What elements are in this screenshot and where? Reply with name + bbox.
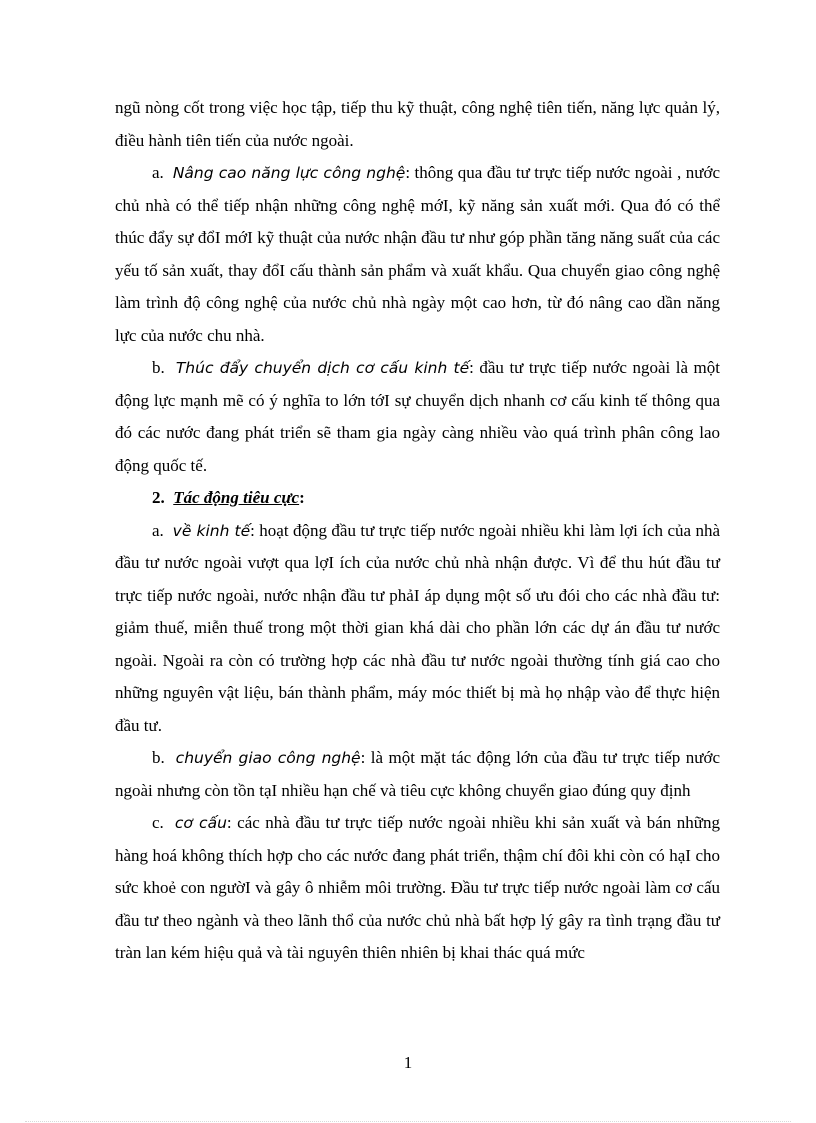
item-b-text: : đầu tư trực tiếp nước ngoài là một động lực mạnh mẽ có ý nghĩa to lớn tớI sự chuyển dịch nhanh cơ cấu kinh tế thông qua đó các nước đang phát triển sẽ tham gia ngày càng nhiều vào quá trình phân công lao động quốc tế.	[115, 358, 721, 475]
neg-b-title: chuyển giao công nghệ	[175, 749, 361, 767]
section-2-title: Tác động tiêu cực	[173, 488, 300, 507]
section-2-heading	[115, 482, 720, 515]
neg-c-text: : các nhà đầu tư trực tiếp nước ngoài nhiều khi sản xuất và bán những hàng hoá không thích hợp cho các nước đang phát triển, thậm chí đôi khi còn có hạI cho sức khoẻ con ngườI và gây ô nhiễm môi trường. Đầu tư trực tiếp nước ngoài làm cơ cấu đầu tư theo ngành và theo lãnh thổ của nước chủ nhà bất hợp lý gây ra tình trạng đầu tư tràn lan kém hiệu quả và tài nguyên thiên nhiên bị khai thác quá mức	[115, 813, 720, 962]
neg-a-title: về kinh tế	[172, 521, 251, 540]
neg-a-text: : hoạt động đầu tư trực tiếp nước ngoài nhiều khi làm lợi ích của nhà đầu tư nước ngoài vượt qua lợI ích của nước chủ nhà nhận được. Vì để thu hút đầu tư trực tiếp nước ngoài, nước nhận đầu tư phảI áp dụng một số ưu đói cho các nhà đầu tư: giảm thuế, miễn thuế trong một thời gian khá dài cho phần lớn các dự án đầu tư nước ngoài. Ngoài ra còn có trường hợp các nhà đầu tư nước ngoài thường tính giá cao cho những nguyên vật liệu, bán thành phẩm, máy móc thiết bị mà họ nhập vào để thực hiện đầu tư.	[115, 520, 721, 735]
item-a-marker: a.	[152, 163, 164, 182]
item-b-paragraph	[115, 352, 720, 482]
neg-b-paragraph	[115, 742, 720, 807]
page-bottom-divider	[25, 1121, 791, 1122]
neg-c-title: cơ cấu	[174, 814, 227, 832]
item-a-paragraph	[115, 157, 720, 352]
neg-a-paragraph	[115, 515, 720, 743]
neg-a-marker: a.	[152, 520, 164, 540]
neg-c-paragraph	[115, 807, 720, 970]
page-number: 1	[403, 1053, 413, 1072]
document-body	[115, 92, 720, 970]
section-2-colon: :	[299, 488, 305, 507]
item-a-title: Nâng cao năng lực công nghệ	[172, 164, 406, 182]
section-2-number: 2.	[152, 488, 165, 507]
intro-paragraph: ngũ nòng cốt trong việc học tập, tiếp thu kỹ thuật, công nghệ tiên tiến, năng lực quản lý, điều hành tiên tiến của nước ngoài.	[115, 98, 720, 150]
neg-b-marker: b.	[152, 748, 165, 767]
item-b-marker: b.	[152, 358, 165, 377]
neg-c-marker: c.	[152, 813, 164, 832]
item-b-title: Thúc đẩy chuyển dịch cơ cấu kinh tế	[175, 359, 470, 377]
neg-b-text: : là một mặt tác động lớn của đầu tư trực tiếp nước ngoài nhưng còn tồn tạI nhiều hạn chế và tiêu cực không chuyển giao đúng quy định	[115, 748, 720, 800]
item-a-text: : thông qua đầu tư trực tiếp nước ngoài , nước chủ nhà có thể tiếp nhận những công nghệ mớI, kỹ năng sản xuất mới. Qua đó có thể thúc đẩy sự đổI mớI kỹ thuật của nước nhận đầu tư như góp phần tăng năng suất của các yếu tố sản xuất, thay đổI cấu thành sản phẩm và xuất khẩu. Qua chuyển giao công nghệ làm trình độ công nghệ của nước chủ nhà ngày một cao hơn, từ đó nâng cao dần năng lực của nước chu nhà.	[115, 163, 720, 345]
